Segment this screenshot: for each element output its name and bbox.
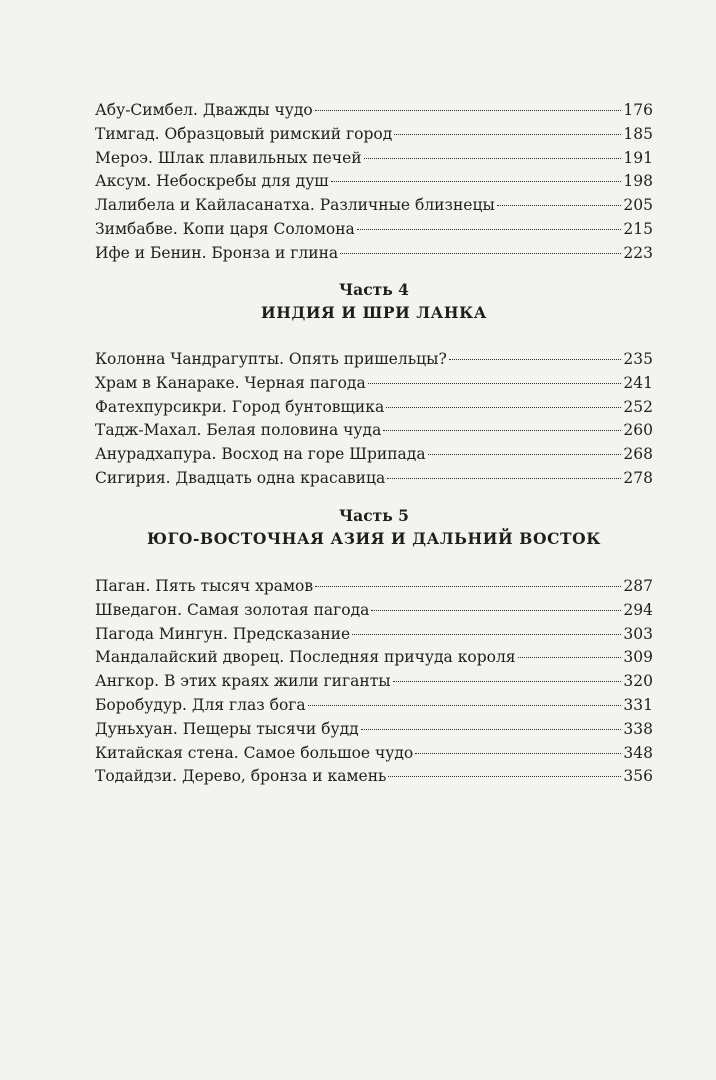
dot-leader (308, 705, 622, 706)
dot-leader (383, 430, 621, 431)
part-number: Часть 5 (339, 506, 409, 525)
toc-entry-title: Фатехпурсикри. Город бунтовщика (95, 397, 385, 416)
toc-entry-page: 185 (623, 124, 653, 143)
toc-entry-title: Шведагон. Самая золотая пагода (95, 600, 370, 619)
toc-entry-page: 198 (623, 172, 653, 191)
toc-entry-page: 278 (623, 468, 653, 487)
toc-entry-title: Дуньхуан. Пещеры тысячи будд (95, 719, 359, 738)
toc-entry[interactable] (95, 694, 653, 718)
toc-entry-title: Мандалайский дворец. Последняя причуда короля (95, 648, 516, 667)
dot-leader (361, 729, 622, 730)
toc-entry-page: 205 (623, 196, 653, 215)
dot-leader (352, 634, 621, 635)
toc-entry[interactable] (95, 765, 653, 789)
toc-entry[interactable] (95, 599, 653, 623)
dot-leader (357, 229, 622, 230)
toc-entry-page: 338 (623, 719, 653, 738)
dot-leader (315, 586, 621, 587)
dot-leader (315, 110, 622, 111)
toc-entry-title: Тимгад. Образцовый римский город (95, 124, 393, 143)
toc-entry-title: Тадж-Махал. Белая половина чуда (95, 421, 382, 440)
toc-entry-title: Колонна Чандрагупты. Опять пришельцы? (95, 350, 447, 368)
toc-entry[interactable] (95, 419, 653, 443)
dot-leader (388, 776, 621, 777)
dot-leader (518, 657, 622, 658)
toc-entry-title: Сигирия. Двадцать одна красавица (95, 468, 386, 487)
part-title: ЮГО-ВОСТОЧНАЯ АЗИЯ И ДАЛЬНИЙ ВОСТОК (147, 529, 601, 548)
toc-entry-page: 356 (623, 767, 653, 786)
dot-leader (364, 158, 622, 159)
toc-entry-page: 331 (623, 695, 653, 714)
part-number: Часть 4 (339, 280, 409, 299)
toc-entry-title: Лалибела и Кайласанатха. Различные близнецы (95, 196, 495, 215)
toc-entry-title: Аксум. Небоскребы для душ (95, 172, 329, 191)
toc-entry-page: 252 (623, 397, 653, 416)
toc-entry-page: 235 (623, 350, 653, 368)
toc-entry[interactable] (95, 242, 653, 266)
part-4-heading (95, 279, 653, 325)
toc-entry-page: 241 (623, 373, 653, 392)
toc-entry[interactable] (95, 170, 653, 194)
toc-entry-title: Зимбабве. Копи царя Соломона (95, 219, 355, 238)
dot-leader (415, 753, 621, 754)
toc-entry-title: Ангкор. В этих краях жили гиганты (95, 672, 391, 691)
toc-entry[interactable] (95, 123, 653, 147)
toc-entry-page: 303 (623, 624, 653, 643)
toc-entry[interactable] (95, 718, 653, 742)
part-5-heading (95, 505, 653, 551)
toc-entry[interactable] (95, 646, 653, 670)
toc-entry-title: Храм в Канараке. Черная пагода (95, 373, 366, 392)
toc-entry[interactable] (95, 467, 653, 491)
toc-entry-page: 268 (623, 445, 653, 464)
toc-entry-page: 176 (623, 101, 653, 119)
dot-leader (497, 205, 622, 206)
toc-entry[interactable] (95, 147, 653, 171)
dot-leader (393, 681, 622, 682)
dot-leader (387, 478, 621, 479)
toc-entry-title: Паган. Пять тысяч храмов (95, 577, 314, 595)
toc-entry-page: 309 (623, 648, 653, 667)
dot-leader (331, 181, 622, 182)
toc-entry-page: 294 (623, 600, 653, 619)
toc-entry-title: Боробудур. Для глаз бога (95, 695, 306, 714)
toc-entry-page: 287 (623, 577, 653, 595)
dot-leader (386, 407, 621, 408)
toc-entry[interactable] (95, 623, 653, 647)
toc-entry[interactable] (95, 575, 653, 599)
toc-entry[interactable] (95, 443, 653, 467)
toc-section-india-entries (95, 348, 653, 491)
toc-entry[interactable] (95, 348, 653, 372)
toc-entry-page: 320 (623, 672, 653, 691)
toc-entry[interactable] (95, 218, 653, 242)
dot-leader (340, 253, 621, 254)
toc-entry-title: Абу-Симбел. Дважды чудо (95, 101, 313, 119)
toc-entry-page: 191 (623, 148, 653, 167)
toc-entry[interactable] (95, 742, 653, 766)
toc-entry[interactable] (95, 396, 653, 420)
toc-entry-title: Мероэ. Шлак плавильных печей (95, 148, 362, 167)
toc-entry[interactable] (95, 372, 653, 396)
dot-leader (428, 454, 622, 455)
toc-entry-title: Китайская стена. Самое большое чудо (95, 743, 414, 762)
toc-entry-title: Анурадхапура. Восход на горе Шрипада (95, 445, 426, 464)
toc-entry-page: 260 (623, 421, 653, 440)
toc-entry-title: Ифе и Бенин. Бронза и глина (95, 243, 339, 262)
toc-entry[interactable] (95, 670, 653, 694)
toc-entry[interactable] (95, 99, 653, 123)
toc-entry-title: Пагода Мингун. Предсказание (95, 624, 351, 643)
dot-leader (394, 134, 621, 135)
toc-section-africa-entries (95, 99, 653, 266)
dot-leader (371, 610, 621, 611)
toc-entry-page: 223 (623, 243, 653, 262)
toc-entry[interactable] (95, 194, 653, 218)
toc-entry-title: Тодайдзи. Дерево, бронза и камень (95, 767, 387, 786)
toc-section-asia-entries (95, 575, 653, 789)
dot-leader (368, 383, 622, 384)
part-title: ИНДИЯ И ШРИ ЛАНКА (260, 303, 488, 322)
dot-leader (449, 359, 622, 360)
toc-entry-page: 215 (623, 219, 653, 238)
toc-entry-page: 348 (623, 743, 653, 762)
